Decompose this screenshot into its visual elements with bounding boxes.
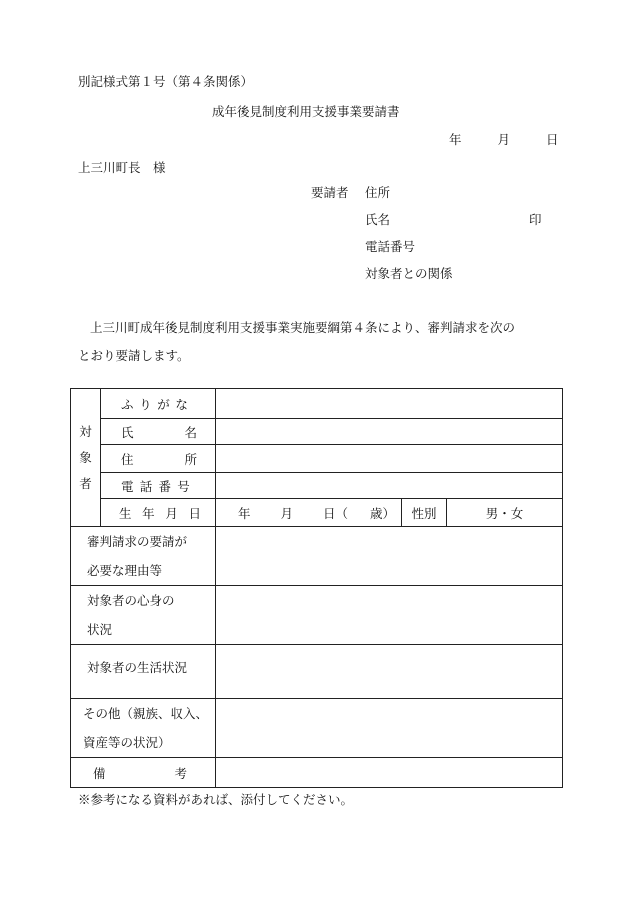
- dob-field[interactable]: [216, 499, 402, 527]
- addressee: 上三川町長 様: [78, 160, 166, 175]
- living-field[interactable]: [216, 645, 563, 699]
- dob-day: 日（: [322, 505, 348, 521]
- health-field[interactable]: [216, 586, 563, 645]
- table-row-phone: [71, 473, 563, 499]
- date-line: [449, 130, 559, 148]
- dob-month: 月: [280, 505, 293, 521]
- table-row-address: [71, 445, 563, 473]
- table-row-remarks: [71, 758, 563, 788]
- remarks-label: 備 考: [71, 758, 216, 788]
- gender-field[interactable]: 男・女: [447, 499, 563, 527]
- phone-field[interactable]: [216, 473, 563, 499]
- body-text-line1: 上三川町成年後見制度利用支援事業実施要綱第４条により、審判請求を次の: [90, 320, 516, 335]
- living-label: 対象者の生活状況: [71, 645, 216, 699]
- footnote: ※参考になる資料があれば、添付してください。: [78, 792, 354, 807]
- remarks-field[interactable]: [216, 758, 563, 788]
- dob-age: 歳）: [369, 505, 395, 521]
- subject-label-cell: 対 象 者: [71, 389, 101, 527]
- table-row-dob: [71, 499, 563, 527]
- table-row-name: [71, 419, 563, 445]
- furigana-label: ふりがな: [101, 389, 216, 419]
- body-text-line2: とおり要請します。: [78, 348, 190, 363]
- gender-label: 性別: [402, 499, 447, 527]
- phone-label: 電話番号: [101, 473, 216, 499]
- requester-name-label: 氏名: [365, 212, 391, 227]
- form-reference: 別記様式第１号（第４条関係）: [78, 74, 254, 89]
- request-form-table: [70, 388, 563, 788]
- date-day: 日: [546, 132, 559, 147]
- health-label: 対象者の心身の 状況: [71, 586, 216, 645]
- date-year: 年: [449, 132, 462, 147]
- table-row-furigana: [71, 389, 563, 419]
- dob-label: 生 年 月 日: [101, 499, 216, 527]
- seal-mark: 印: [529, 212, 542, 227]
- address-field[interactable]: [216, 445, 563, 473]
- address-label: 住 所: [101, 445, 216, 473]
- table-row-health: [71, 586, 563, 645]
- requester-label: 要請者: [311, 185, 349, 200]
- reason-field[interactable]: [216, 527, 563, 586]
- requester-address-label: 住所: [365, 185, 391, 200]
- table-row-living: [71, 645, 563, 699]
- reason-label: 審判請求の要請が 必要な理由等: [71, 527, 216, 586]
- requester-phone-label: 電話番号: [365, 239, 416, 254]
- other-field[interactable]: [216, 699, 563, 758]
- table-row-other: [71, 699, 563, 758]
- furigana-field[interactable]: [216, 389, 563, 419]
- name-field[interactable]: [216, 419, 563, 445]
- page-title: 成年後見制度利用支援事業要請書: [212, 104, 400, 119]
- other-label: その他（親族、収入、 資産等の状況）: [71, 699, 216, 758]
- requester-relation-label: 対象者との関係: [365, 266, 453, 281]
- date-month: 月: [497, 132, 511, 147]
- table-row-reason: [71, 527, 563, 586]
- dob-year: 年: [237, 505, 251, 521]
- name-label: 氏 名: [101, 419, 216, 445]
